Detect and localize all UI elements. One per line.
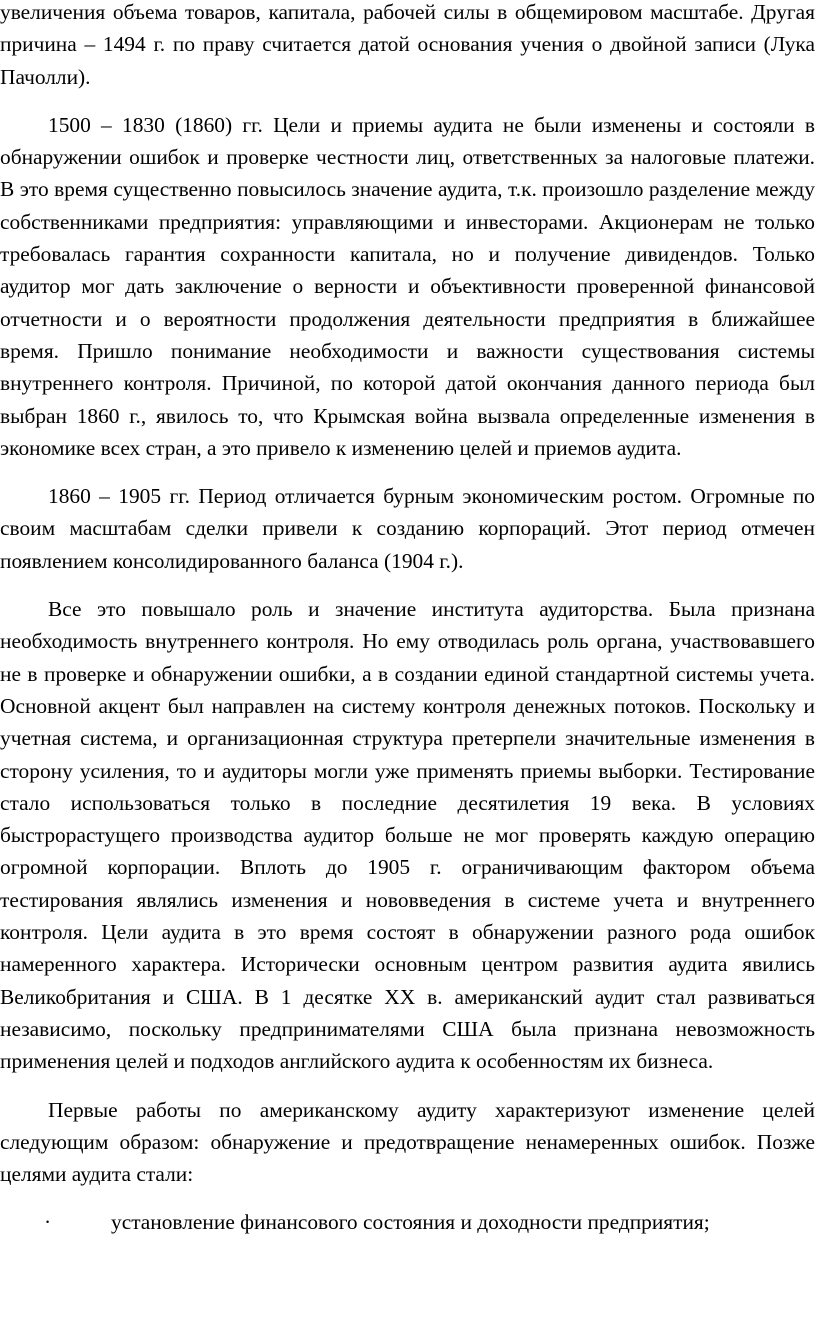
paragraph-spacing xyxy=(0,1190,815,1206)
paragraph-1500-1830: 1500 – 1830 (1860) гг. Цели и приемы аудита не были изменены и состояли в обнаружении ошибок и проверке честности лиц, ответственных за налоговые платежи. В это время существенно повысилось значение аудита, т.к. произошло разделение между собственниками предприятия: управляющими и инвесторами. Акционерам не только требовалась гарантия сохранности капитала, но и получение дивидендов. Только аудитор мог дать заключение о верности и объективности проверенной финансовой отчетности и о вероятности продолжения деятельности предприятия в ближайшее время. Пришло понимание необходимости и важности существования системы внутреннего контроля. Причиной, по которой датой окончания данного периода был выбран 1860 г., явилось то, что Крымская война вызвала определенные изменения в экономике всех стран, а это привело к изменению целей и приемов аудита. xyxy=(0,112,815,460)
paragraph-spacing xyxy=(0,1078,815,1094)
paragraph-spacing xyxy=(0,464,815,480)
paragraph-continuation: увеличения объема товаров, капитала, рабочей силы в общемировом масштабе. Другая причина – 1494 г. по праву считается датой основания учения о двойной записи (Лука Пачолли). xyxy=(0,0,815,89)
list-item xyxy=(0,1206,815,1238)
paragraph-spacing xyxy=(0,93,815,109)
paragraph-auditorship-role: Все это повышало роль и значение института аудиторства. Была признана необходимость внутреннего контроля. Но ему отводилась роль органа, участвовавшего не в проверке и обнаружении ошибки, а в создании единой стандартной системы учета. Основной акцент был направлен на систему контроля денежных потоков. Поскольку и учетная система, и организационная структура претерпели значительные изменения в сторону усиления, то и аудиторы могли уже применять приемы выборки. Тестирование стало использоваться только в последние десятилетия 19 века. В условиях быстрорастущего производства аудитор больше не мог проверять каждую операцию огромной корпорации. Вплоть до 1905 г. ограничивающим фактором объема тестирования являлись изменения и нововведения в системе учета и внутреннего контроля. Цели аудита в это время состоят в обнаружении разного рода ошибок намеренного характера. Исторически основным центром развития аудита явились Великобритания и США. В 1 десятке XX в. американский аудит стал развиваться независимо, поскольку предпринимателями США была признана невозможность применения целей и подходов английского аудита к особенностям их бизнеса. xyxy=(0,597,815,1074)
list-item-text: установление финансового состояния и доходности предприятия; xyxy=(111,1210,710,1235)
bullet-marker: · xyxy=(44,1210,52,1235)
paragraph-1860-1905: 1860 – 1905 гг. Период отличается бурным экономическим ростом. Огромные по своим масштабам сделки привели к созданию корпораций. Этот период отмечен появлением консолидированного баланса (1904 г.). xyxy=(0,484,815,573)
paragraph-spacing xyxy=(0,577,815,593)
paragraph-american-audit: Первые работы по американскому аудиту характеризуют изменение целей следующим образом: обнаружение и предотвращение ненамеренных ошибок. Позже целями аудита стали: xyxy=(0,1097,815,1187)
